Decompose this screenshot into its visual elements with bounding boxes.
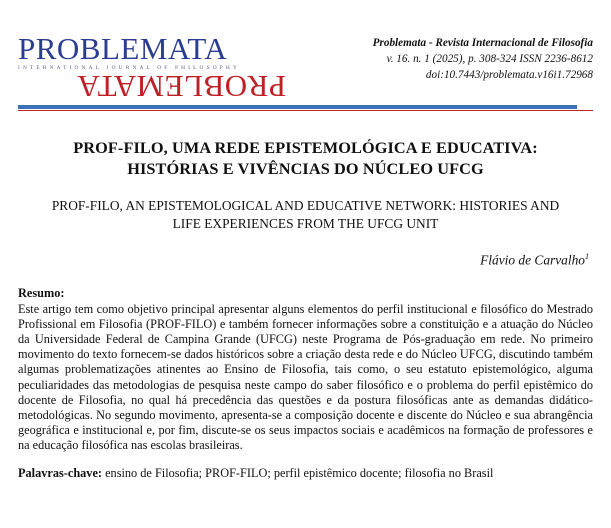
abstract-section [18, 286, 593, 454]
masthead [18, 0, 593, 102]
journal-name: Problemata - Revista Internacional de Filosofia [372, 37, 593, 49]
keywords-label: Palavras-chave: [18, 466, 103, 481]
abstract-text: Este artigo tem como objetivo principal apresentar alguns elementos do perfil institucional e filosófico do Mestrado Profissional em Filosofia (PROF-FILO) e também fornecer informações sobre a constituição e a atuação do Núcleo da Universidade Federal de Campina Grande (UFCG) neste Programa de Pós-graduação em rede. No primeiro movimento do texto fornecem-se dados históricos sobre a criação desta rede e do Núcleo UFCG, discutindo também algumas problematizações atinentes ao Ensino de Filosofia, tais como, o seu estatuto epistemológico, alguma peculiaridades das metodologias de pesquisa neste campo do saber filosófico e o problema do perfil epistêmico do docente de Filosofia, no qual há precedência das questões e da postura filosóficas ante as demandas didático-metodológicas. No segundo movimento, apresenta-se a composição docente e discente do Núcleo e sua abrangência geográfica e institucional e, por fim, discute-se os seus impactos sociais e acadêmicos na formação de professores e na educação filosófica nas escolas brasileiras. [18, 301, 593, 453]
header-divider [18, 105, 593, 113]
journal-doi: doi:10.7443/problemata.v16i1.72968 [425, 68, 593, 81]
abstract-label: Resumo: [18, 285, 65, 300]
divider-blue-line [18, 105, 577, 109]
author-footnote-marker: 1 [585, 252, 589, 262]
journal-issue: v. 16. n. 1 (2025), p. 308-324 ISSN 2236-8612 [386, 52, 593, 65]
title-en-line-1: PROF-FILO, AN EPISTEMOLOGICAL AND EDUCATIVE NETWORK: HISTORIES AND [51, 198, 560, 214]
author-name: Flávio de Carvalho [480, 252, 585, 268]
title-en-line-2: LIFE EXPERIENCES FROM THE UFCG UNIT [172, 215, 439, 231]
keywords-text: ensino de Filosofia; PROF-FILO; perfil epistêmico docente; filosofia no Brasil [102, 466, 494, 481]
logo-wordmark-mirrored: PROBLEMATA [76, 69, 286, 104]
title-pt-line-2: HISTÓRIAS E VIVÊNCIAS DO NÚCLEO UFCG [127, 159, 484, 179]
page-title [18, 137, 593, 179]
logo-tagline: INTERNATIONAL JOURNAL OF PHILOSOPHY [18, 65, 241, 71]
keywords-section [18, 466, 593, 481]
page-subtitle-english [18, 197, 593, 232]
title-pt-line-1: PROF-FILO, UMA REDE EPISTEMOLÓGICA E EDUCATIVA: [73, 138, 538, 157]
author-byline [18, 252, 593, 268]
journal-info [373, 33, 593, 84]
logo-wordmark: PROBLEMATA [18, 31, 228, 66]
divider-red-line [18, 110, 593, 111]
journal-logo [18, 33, 286, 102]
